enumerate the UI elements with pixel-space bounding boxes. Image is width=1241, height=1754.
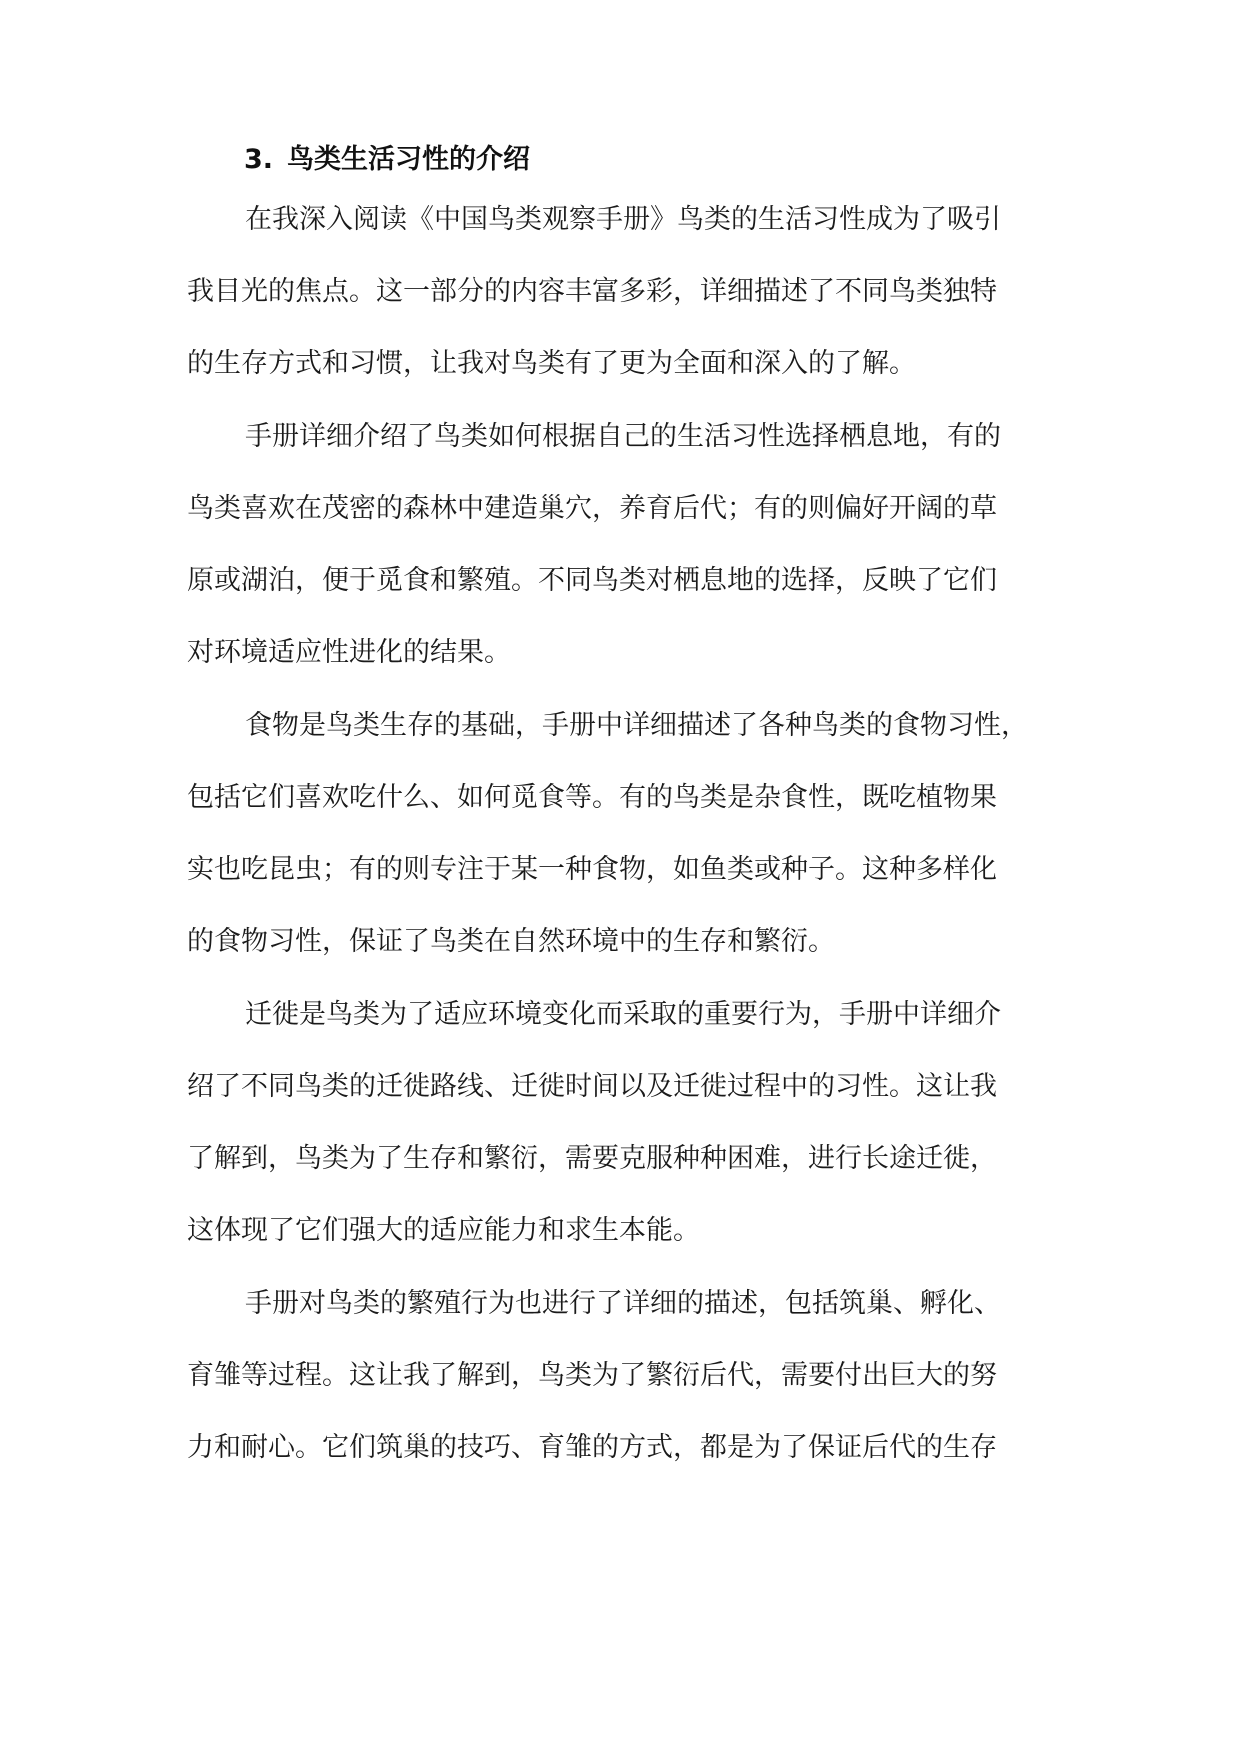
- paragraph-4-line-3: 了解到，鸟类为了生存和繁衍，需要克服种种困难，进行长途迁徙，: [187, 1143, 997, 1174]
- paragraph-2-line-1: 手册详细介绍了鸟类如何根据自己的生活习性选择栖息地，有的: [245, 421, 1001, 452]
- section-number: 3.: [244, 144, 274, 175]
- paragraph-4-line-2: 绍了不同鸟类的迁徙路线、迁徙时间以及迁徙过程中的习性。这让我: [187, 1071, 997, 1102]
- section-title: 鸟类生活习性的介绍: [287, 144, 531, 175]
- paragraph-4-line-1: 迁徙是鸟类为了适应环境变化而采取的重要行为，手册中详细介: [245, 999, 1001, 1030]
- paragraph-5-line-2: 育雏等过程。这让我了解到，鸟类为了繁衍后代，需要付出巨大的努: [187, 1360, 997, 1391]
- paragraph-3-line-3: 实也吃昆虫；有的则专注于某一种食物，如鱼类或种子。这种多样化: [187, 854, 997, 885]
- paragraph-2-line-4: 对环境适应性进化的结果。: [187, 637, 511, 668]
- paragraph-4-line-4: 这体现了它们强大的适应能力和求生本能。: [187, 1215, 700, 1246]
- paragraph-3-line-2: 包括它们喜欢吃什么、如何觅食等。有的鸟类是杂食性，既吃植物果: [187, 782, 997, 813]
- paragraph-5-line-1: 手册对鸟类的繁殖行为也进行了详细的描述，包括筑巢、孵化、: [245, 1288, 1001, 1319]
- paragraph-2-line-2: 鸟类喜欢在茂密的森林中建造巢穴，养育后代；有的则偏好开阔的草: [187, 493, 997, 524]
- section-heading: [244, 140, 530, 180]
- paragraph-3-line-1: 食物是鸟类生存的基础，手册中详细描述了各种鸟类的食物习性，: [245, 710, 1028, 741]
- paragraph-2-line-3: 原或湖泊，便于觅食和繁殖。不同鸟类对栖息地的选择，反映了它们: [187, 565, 997, 596]
- paragraph-1-line-3: 的生存方式和习惯，让我对鸟类有了更为全面和深入的了解。: [187, 348, 916, 379]
- paragraph-5-line-3: 力和耐心。它们筑巢的技巧、育雏的方式，都是为了保证后代的生存: [187, 1432, 997, 1463]
- paragraph-3-line-4: 的食物习性，保证了鸟类在自然环境中的生存和繁衍。: [187, 926, 835, 957]
- paragraph-1-line-2: 我目光的焦点。这一部分的内容丰富多彩，详细描述了不同鸟类独特: [187, 276, 997, 307]
- paragraph-1-line-1: 在我深入阅读《中国鸟类观察手册》鸟类的生活习性成为了吸引: [245, 204, 1001, 235]
